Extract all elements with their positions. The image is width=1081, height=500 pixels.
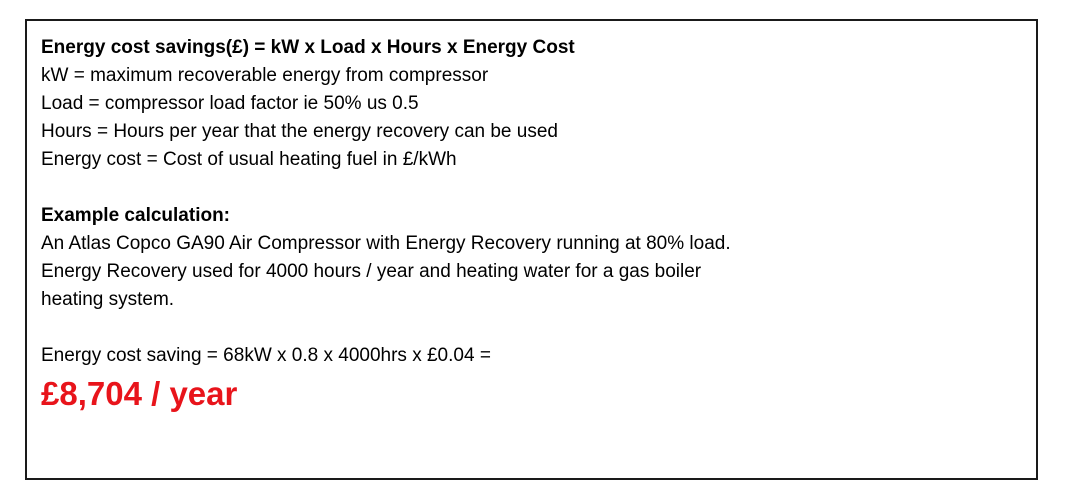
spacer (41, 174, 1026, 202)
definition-kw: kW = maximum recoverable energy from compressor (41, 65, 489, 86)
definition-hours: Hours = Hours per year that the energy recovery can be used (41, 121, 558, 142)
text-box-content (41, 34, 1026, 415)
example-description-line-3: heating system. (41, 289, 175, 310)
example-description-line-2: Energy Recovery used for 4000 hours / year and heating water for a gas boiler (41, 261, 702, 282)
example-description-line-1: An Atlas Copco GA90 Air Compressor with Energy Recovery running at 80% load. (41, 233, 731, 254)
definition-energy-cost: Energy cost = Cost of usual heating fuel in £/kWh (41, 149, 457, 170)
formula-title: Energy cost savings(£) = kW x Load x Hours x Energy Cost (41, 37, 575, 58)
spacer (41, 314, 1026, 342)
calculation-line: Energy cost saving = 68kW x 0.8 x 4000hrs x £0.04 = (41, 345, 491, 366)
text-box (25, 19, 1038, 480)
result-value: £8,704 / year (41, 375, 238, 412)
example-heading: Example calculation: (41, 205, 231, 226)
definition-load: Load = compressor load factor ie 50% us 0.5 (41, 93, 419, 114)
